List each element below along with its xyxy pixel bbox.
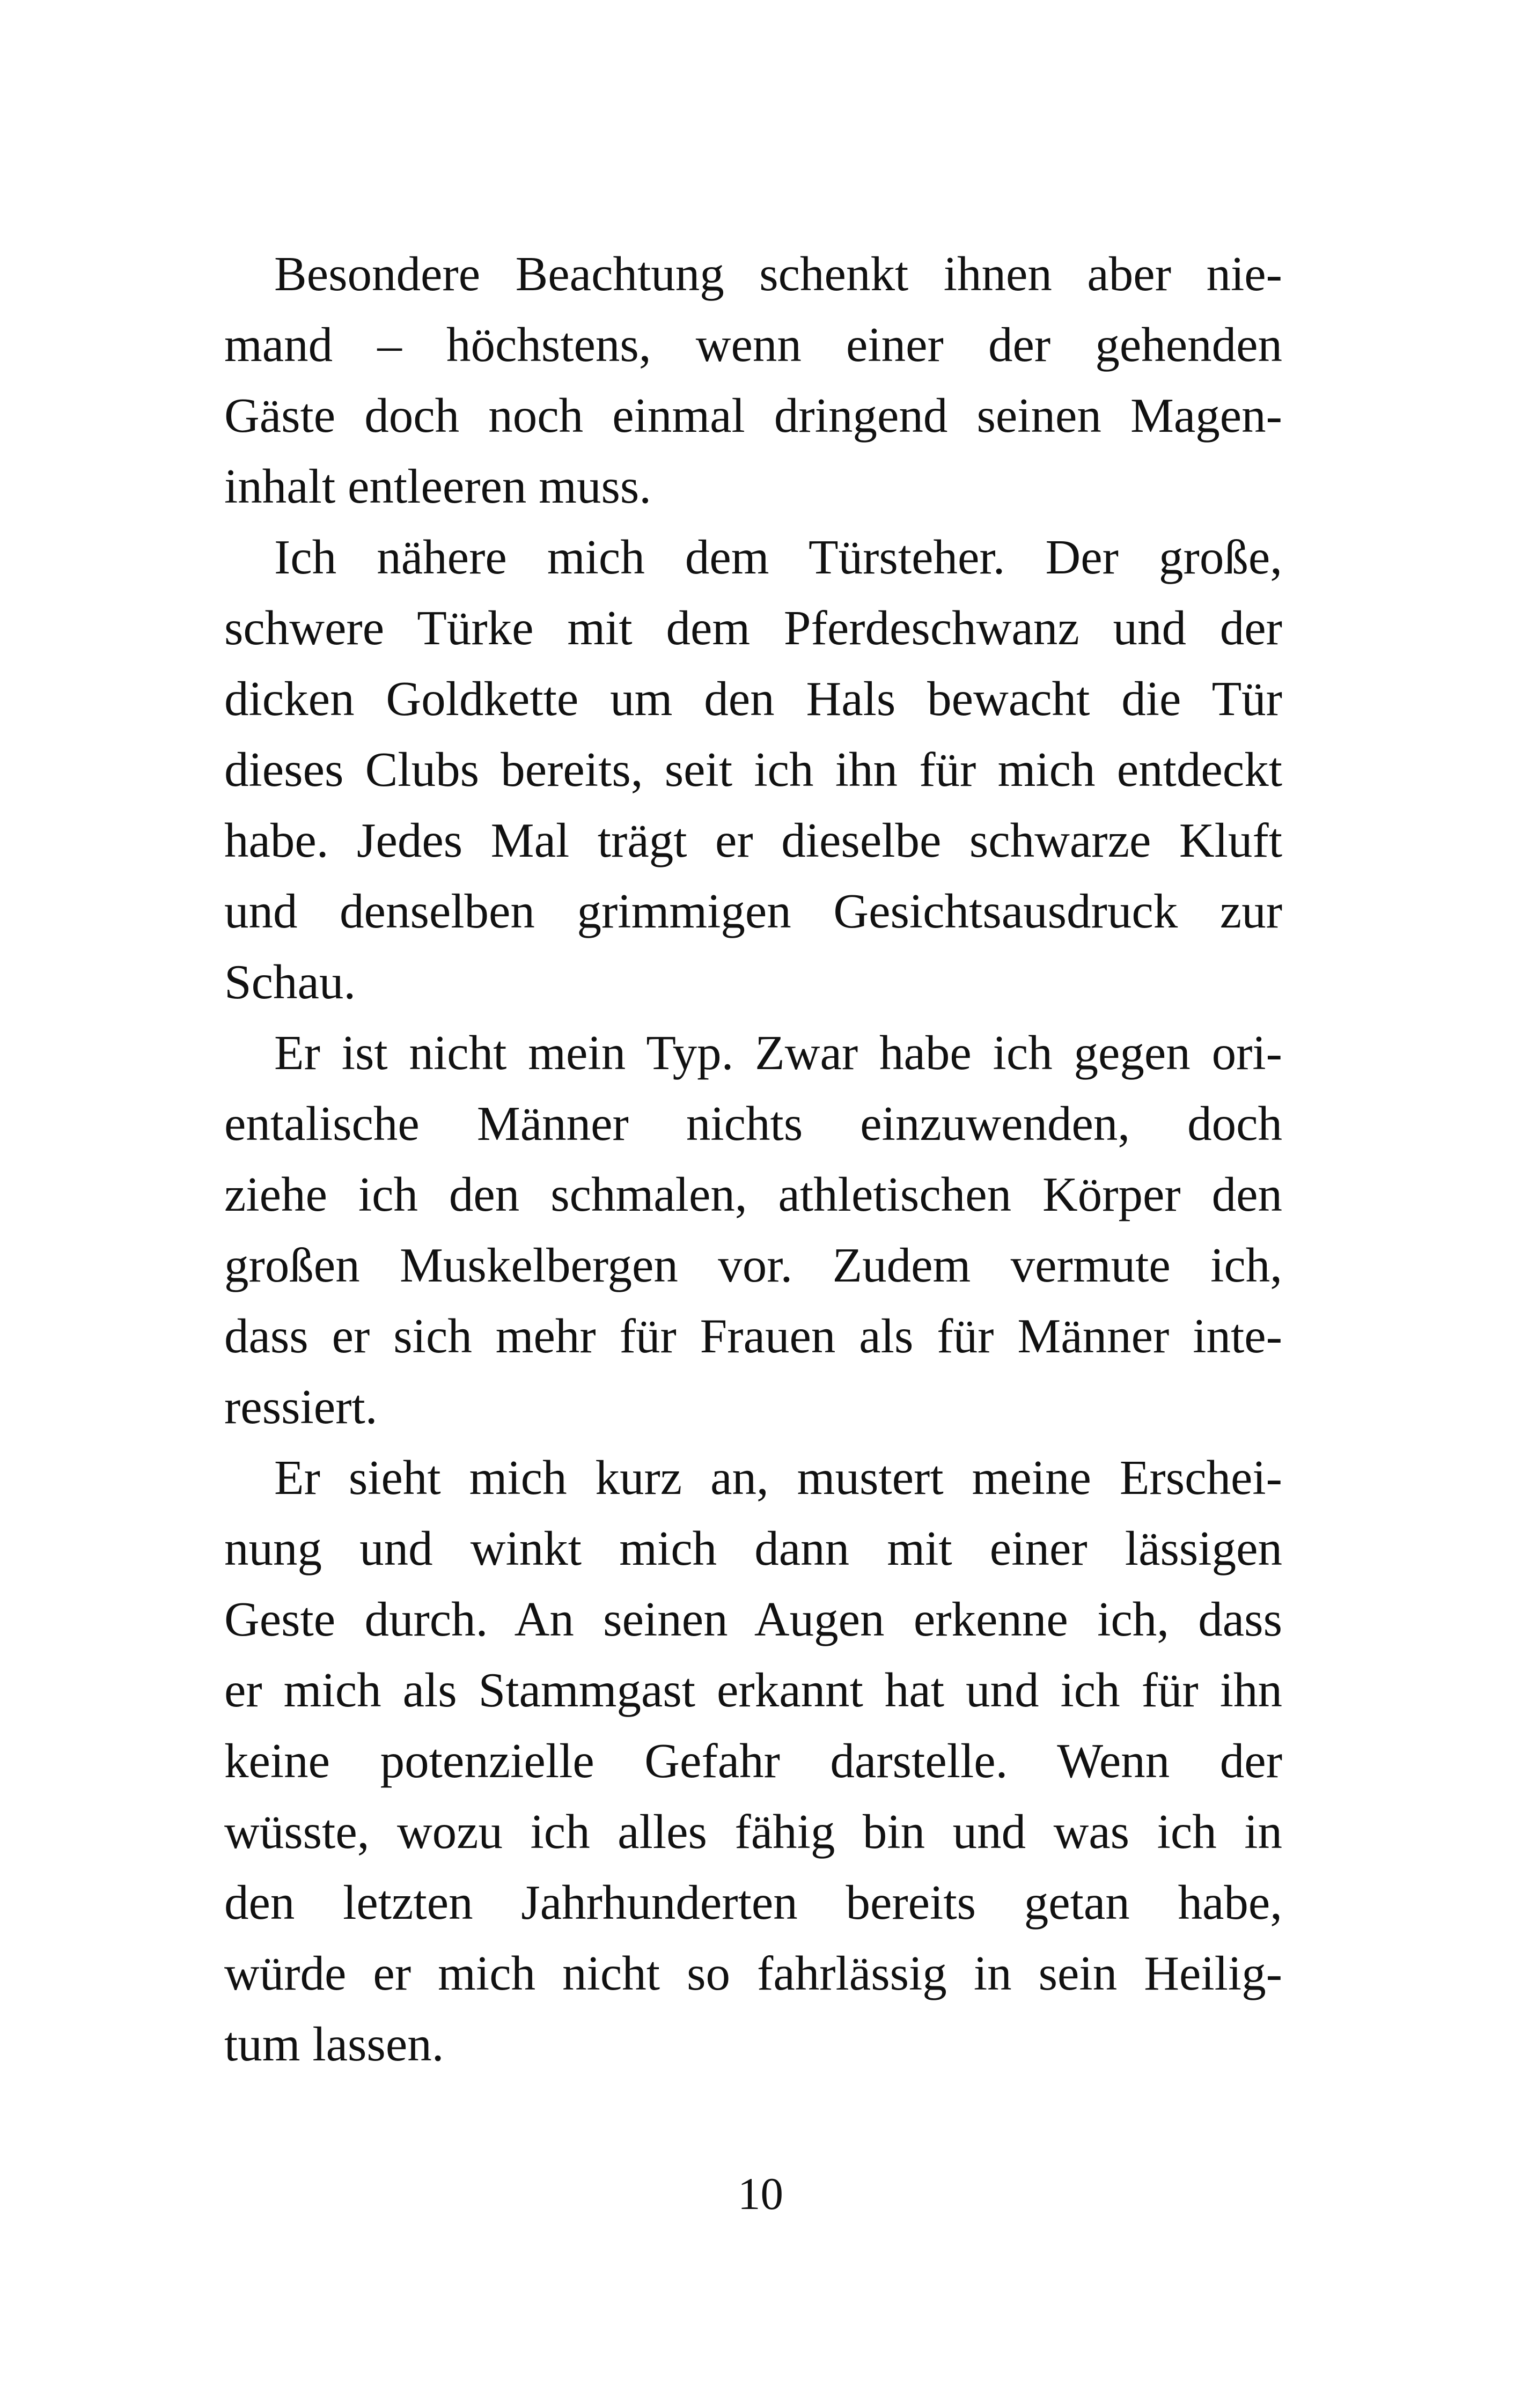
text-line: inhalt entleeren muss. [224,459,652,513]
text-line: habe. Jedes Mal trägt er dieselbe schwarze Kluft [224,813,1282,867]
text-line: und denselben grimmigen Gesichtsausdruck zur [224,884,1282,938]
text-line: den letzten Jahrhunderten bereits getan habe, [224,1875,1282,1930]
text-line: Er sieht mich kurz an, mustert meine Erschei- [274,1450,1282,1505]
paragraph-2 [224,522,1282,1018]
text-line: wüsste, wozu ich alles fähig bin und was ich in [224,1805,1282,1859]
text-line: Gäste doch noch einmal dringend seinen Magen- [224,388,1282,443]
text-line: großen Muskelbergen vor. Zudem vermute ich, [224,1238,1282,1292]
text-line: schwere Türke mit dem Pferdeschwanz und der [224,601,1282,655]
text-line: Er ist nicht mein Typ. Zwar habe ich gegen ori- [274,1026,1282,1080]
text-line: würde er mich nicht so fahrlässig in sein Heilig- [224,1946,1282,2000]
text-line: er mich als Stammgast erkannt hat und ich für ihn [224,1663,1282,1717]
text-line: keine potenzielle Gefahr darstelle. Wenn der [224,1734,1282,1788]
text-line: ziehe ich den schmalen, athletischen Körper den [224,1167,1282,1221]
text-line: Schau. [224,955,356,1009]
text-line: Geste durch. An seinen Augen erkenne ich, dass [224,1592,1282,1646]
page-number: 10 [738,2169,783,2219]
paragraph-3 [224,1018,1282,1442]
text-line: ressiert. [224,1380,378,1434]
text-line: dicken Goldkette um den Hals bewacht die Tür [224,672,1282,726]
text-line: dieses Clubs bereits, seit ich ihn für mich entdeckt [224,742,1282,797]
text-line: Besondere Beachtung schenkt ihnen aber nie- [274,247,1282,301]
text-line: mand – höchstens, wenn einer der gehenden [224,318,1282,372]
paragraph-4 [224,1442,1282,2080]
text-line: tum lassen. [224,2017,444,2071]
paragraph-1 [224,239,1282,522]
text-line: entalische Männer nichts einzuwenden, doch [224,1096,1282,1151]
text-line: Ich nähere mich dem Türsteher. Der große, [274,530,1282,584]
body-text [224,239,1282,2080]
text-line: nung und winkt mich dann mit einer lässigen [224,1521,1282,1575]
text-line: dass er sich mehr für Frauen als für Männer inte- [224,1309,1282,1363]
